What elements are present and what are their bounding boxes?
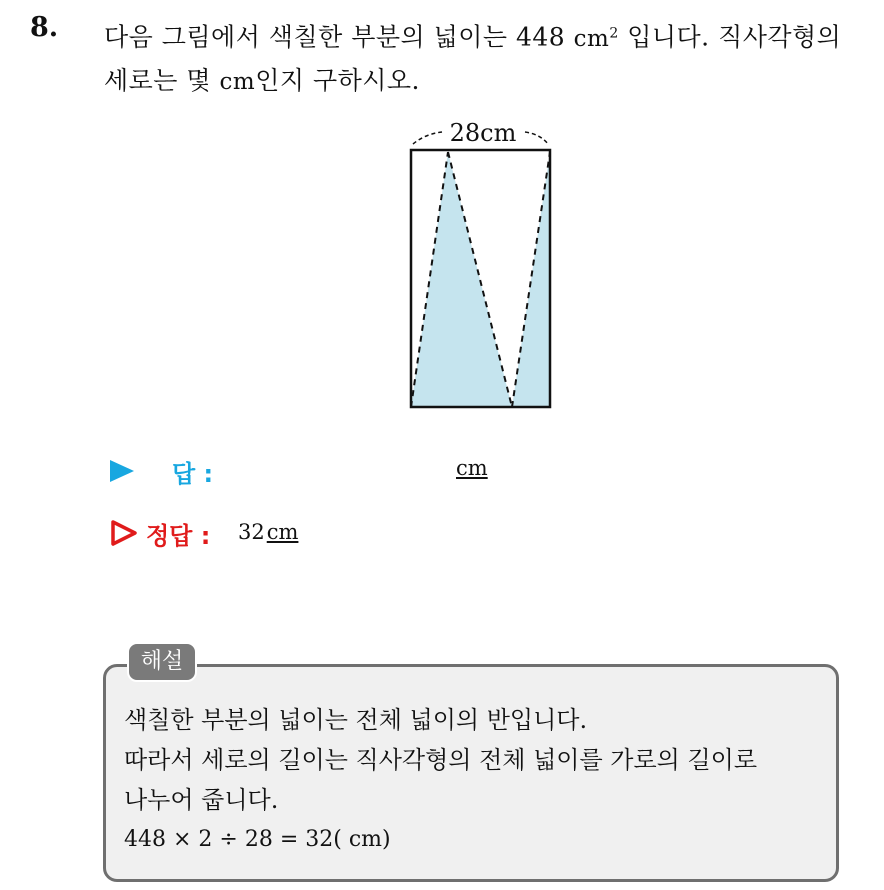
answer-row	[110, 452, 530, 492]
solution-line-3: 나누어 줍니다.	[124, 786, 279, 814]
width-label: 28cm	[449, 119, 517, 147]
question-line1-pre: 다음 그림에서 색칠한 부분의 넓이는 448	[104, 22, 566, 52]
question-text	[104, 12, 874, 103]
question-line1-unit: $cm^2$	[573, 25, 619, 52]
rectangle-figure	[380, 112, 570, 412]
width-dimension-right	[525, 132, 548, 144]
question-line2-pre: 세로는 몇	[104, 65, 220, 95]
superscript-2: 2	[609, 25, 619, 41]
solution-tag: 해설	[127, 642, 197, 682]
outline-triangle-icon	[110, 520, 138, 546]
question-line2-unit: cm	[219, 68, 256, 95]
answer-unit[interactable]: cm	[456, 456, 488, 480]
shaded-left-triangle	[411, 152, 512, 407]
correct-label: 정답 :	[146, 522, 211, 550]
correct-answer-row	[110, 514, 530, 554]
answer-label: 답 :	[172, 460, 214, 488]
solution-text	[124, 700, 836, 860]
question-line2-post: 인지 구하시오.	[255, 65, 420, 95]
solution-equation: 448 × 2 ÷ 28 = 32( cm)	[124, 827, 391, 852]
question-line1-post: 입니다. 직사각형의	[627, 22, 842, 52]
play-triangle-icon	[110, 460, 134, 482]
width-dimension-left	[413, 132, 442, 144]
solution-line-1: 색칠한 부분의 넓이는 전체 넓이의 반입니다.	[124, 706, 588, 734]
question-number: 8.	[30, 12, 59, 43]
correct-unit: cm	[266, 520, 299, 544]
solution-line-2: 따라서 세로의 길이는 직사각형의 전체 넓이를 가로의 길이로	[124, 746, 758, 774]
correct-value: 32cm	[238, 520, 299, 544]
